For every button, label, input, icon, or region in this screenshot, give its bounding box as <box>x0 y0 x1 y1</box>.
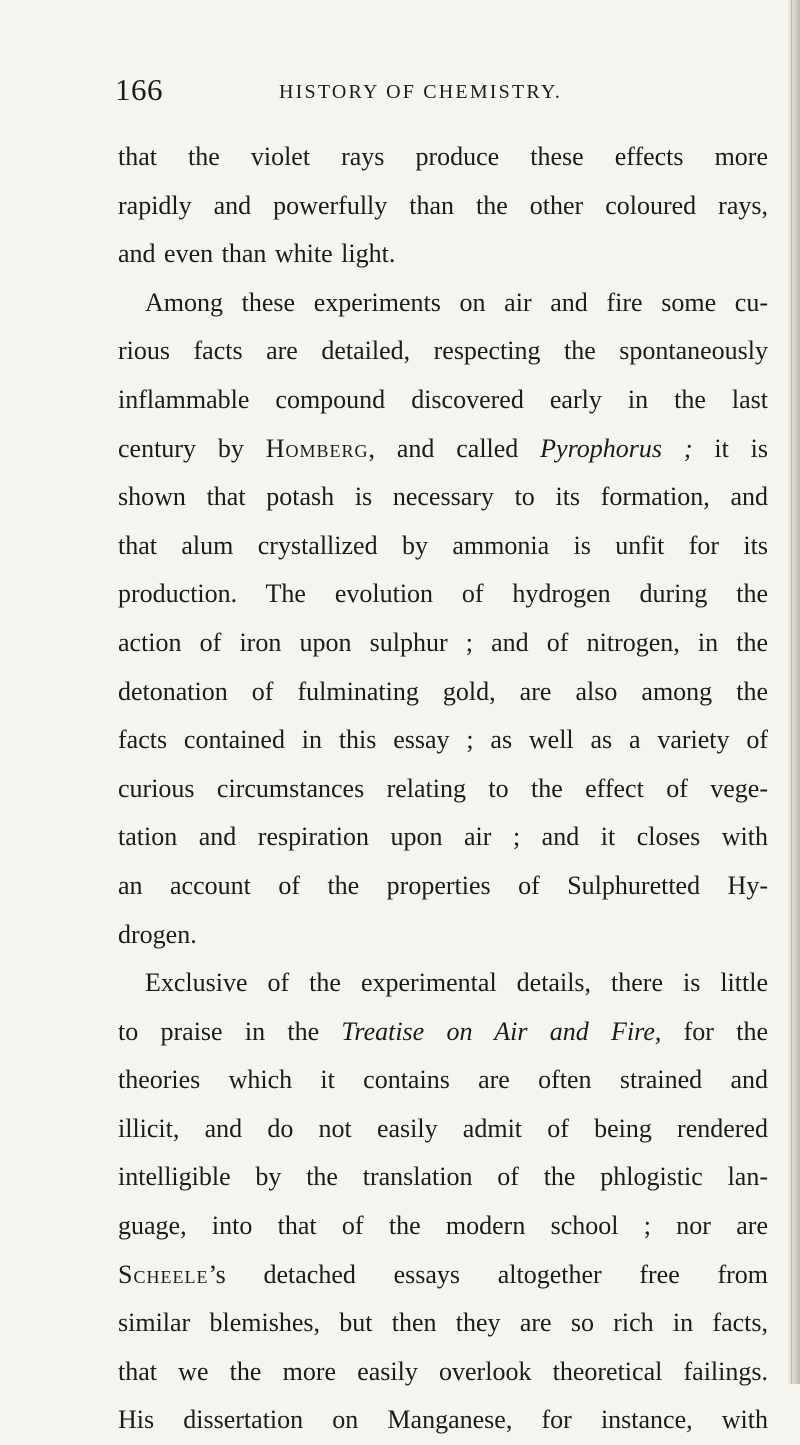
page-edge-shadow <box>788 0 800 1384</box>
text-line: an account of the properties of Sulphuretted Hy- <box>118 870 768 900</box>
page-header <box>115 70 763 114</box>
text-line: that alum crystallized by ammonia is unfit for its <box>118 530 768 560</box>
text-line: facts contained in this essay ; as well as a variety of <box>118 725 768 755</box>
text-line: production. The evolution of hydrogen during the <box>118 579 768 609</box>
text-line: illicit, and do not easily admit of being rendered <box>118 1113 768 1143</box>
text-line: similar blemishes, but then they are so rich in facts, <box>118 1308 768 1338</box>
text-line: rious facts are detailed, respecting the spontaneously <box>118 336 768 366</box>
text-line: that the violet rays produce these effects more <box>118 142 768 171</box>
author-name-homberg: Homberg <box>265 433 369 463</box>
text-line: tation and respiration upon air ; and it closes with <box>118 822 768 852</box>
text-line: rapidly and powerfully than the other coloured rays, <box>118 190 768 220</box>
text-line: shown that potash is necessary to its formation, and <box>118 482 768 512</box>
text-line: and even than white light. <box>118 239 396 269</box>
term-pyrophorus: Pyrophorus ; <box>540 433 693 463</box>
body-text <box>118 133 768 1445</box>
text-line: His dissertation on Manganese, for instance, with <box>118 1405 768 1435</box>
text-line: guage, into that of the modern school ; nor are <box>118 1211 768 1241</box>
author-name-scheele: Scheele <box>118 1259 209 1289</box>
text-line: inflammable compound discovered early in the last <box>118 384 768 414</box>
paragraph-first-line: Among these experiments on air and fire some cu- <box>145 287 768 317</box>
text-line: detonation of fulminating gold, are also among the <box>118 676 768 706</box>
text-line: curious circumstances relating to the effect of vege- <box>118 773 768 803</box>
title-treatise-on-air-and-fire: Treatise on Air and Fire, <box>341 1016 662 1046</box>
text-line: to praise in the Treatise on Air and Fire, for the <box>118 1016 768 1046</box>
page-number: 166 <box>115 72 163 107</box>
paragraph-first-line: Exclusive of the experimental details, there is little <box>145 968 768 998</box>
text-line: theories which it contains are often strained and <box>118 1065 768 1095</box>
text-line: that we the more easily overlook theoretical failings. <box>118 1356 768 1386</box>
text-line: drogen. <box>118 919 197 949</box>
text-line: action of iron upon sulphur ; and of nitrogen, in the <box>118 627 768 657</box>
text-line: century by Homberg, and called Pyrophorus ; it is <box>118 433 768 463</box>
text-line: intelligible by the translation of the phlogistic lan- <box>118 1162 768 1192</box>
running-title: HISTORY OF CHEMISTRY. <box>279 81 563 103</box>
text-line: Scheele’s detached essays altogether free from <box>118 1259 768 1289</box>
